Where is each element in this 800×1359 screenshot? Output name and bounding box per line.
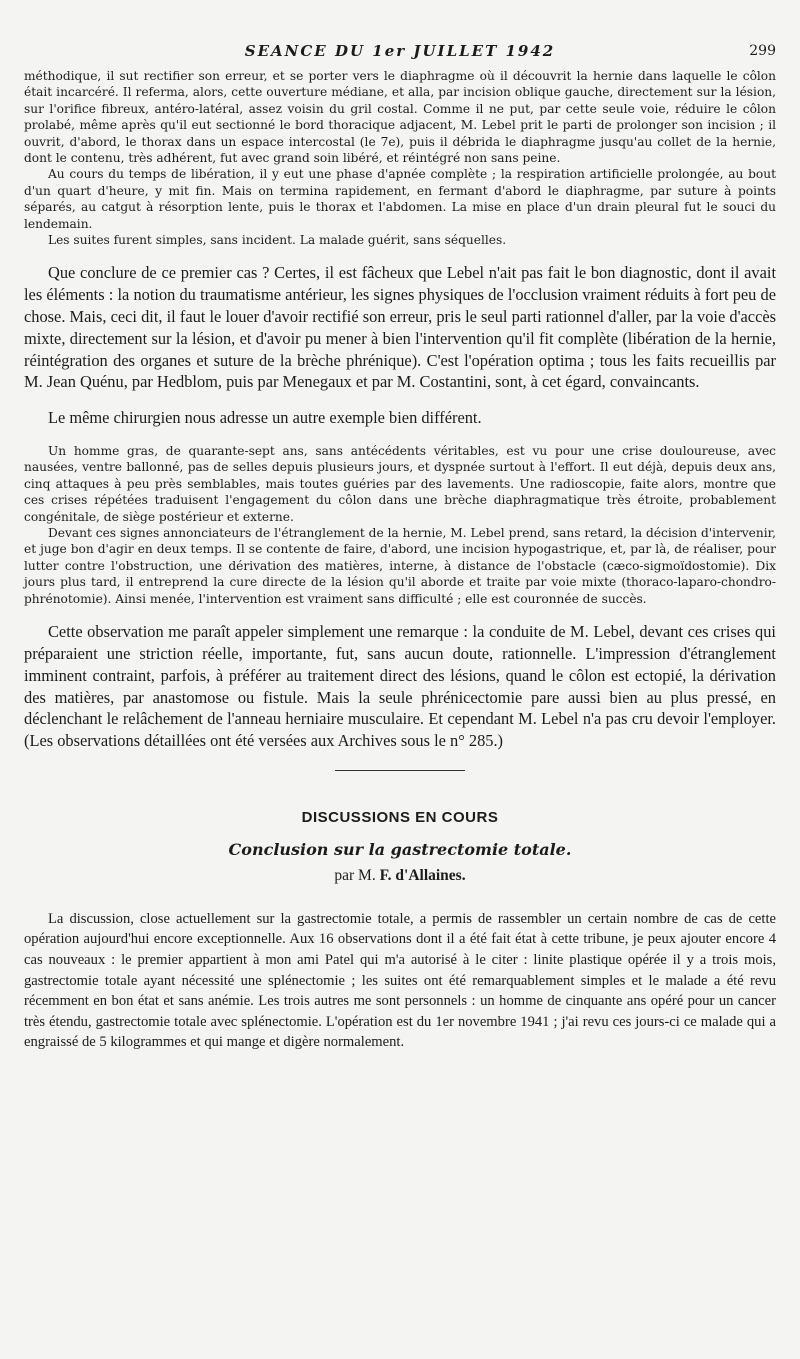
byline bbox=[24, 867, 776, 885]
section-heading: DISCUSSIONS EN COURS bbox=[301, 808, 499, 826]
byline-prefix: par M. bbox=[334, 866, 376, 884]
small-paragraph: Devant ces signes annonciateurs de l'étranglement de la hernie, M. Lebel prend, sans retard, la décision d'intervenir, et juge bon d'agir en deux temps. Il se contente de faire, d'abord, une incision hypogastrique, et, par là, de réaliser, pour lutter contre l'obstruction, une dérivation des matières, interne, à distance de l'obstacle (cæco-sigmoïdostomie). Dix jours plus tard, il entreprend la cure directe de la lésion qu'il aborde et traite par voie mixte (thoraco-laparo-chondro-phrénotomie). Ainsi menée, l'intervention est vraiment sans difficulté ; elle est couronnée de succès. bbox=[24, 526, 776, 606]
body-paragraph: Le même chirurgien nous adresse un autre exemple bien différent. bbox=[48, 408, 482, 428]
article-title: Conclusion sur la gastrectomie totale. bbox=[228, 839, 572, 859]
page bbox=[24, 38, 776, 1053]
small-paragraph: Au cours du temps de libération, il y eut une phase d'apnée complète ; la respiration artificielle prolongée, au bout d'un quart d'heure, y mit fin. Mais on termina rapidement, en fermant d'abord le diaphragme, par suture à points séparés, au catgut à résorption lente, puis le thorax et l'abdomen. La mise en place d'un drain pleural fut le souci du lendemain. bbox=[24, 167, 776, 231]
small-paragraph: Les suites furent simples, sans incident. La malade guérit, sans séquelles. bbox=[48, 233, 507, 248]
body-paragraph: Cette observation me paraît appeler simplement une remarque : la conduite de M. Lebel, devant ces crises qui préparaient une striction réelle, importante, fut, sans aucun doute, rationnelle. L'impression d'étranglement imminent contraint, parfois, à préférer au traitement direct des lésions, quand le côlon est ectopié, la dérivation des matières, par anastomose ou fistule. Mais la seule phrénicectomie pare aussi bien au plus pressé, en déclenchant le relâchement de l'anneau herniaire musculaire. Et cependant M. Lebel n'a pas cru devoir l'employer. (Les observations détaillées ont été versées aux Archives sous le n° 285.) bbox=[24, 622, 776, 751]
small-block-2 bbox=[24, 443, 776, 607]
small-paragraph: Un homme gras, de quarante-sept ans, sans antécédents véritables, est vu pour une crise douloureuse, avec nausées, ventre ballonné, pas de selles depuis plusieurs jours, et dyspnée surtout à l'effort. Il eut déjà, depuis deux ans, cinq attaques à peu près semblables, mais toutes guéries par des lavements. Une radioscopie, faite alors, montre que ces crises répétées traduisent l'engagement du côlon dans une brèche diaphragmatique très étroite, probablement congénitale, de siège postérieur et externe. bbox=[24, 444, 776, 524]
page-header bbox=[24, 38, 776, 68]
section-divider bbox=[335, 770, 465, 771]
small-paragraph: méthodique, il sut rectifier son erreur, et se porter vers le diaphragme où il découvrit la hernie dans laquelle le côlon était incarcéré. Il referma, alors, cette ouverture médiane, et alla, par incision oblique gauche, directement sur la lésion, sur l'orifice fibreux, antéro-latéral, assez voisin du gril costal. Comme il ne put, par cette seule voie, réduire le côlon prolabé, même après qu'il eut sectionné le bord thoracique adjacent, M. Lebel prit le parti de prolonger son incision ; il ouvrit, d'abord, le thorax dans un espace intercostal (le 7e), puis il débrida le diaphragme jusqu'au collet de la hernie, dont le contenu, très adhérent, fut avec grand soin libéré, et réintégré non sans peine. bbox=[24, 69, 776, 166]
page-number: 299 bbox=[749, 43, 776, 59]
small-block-1 bbox=[24, 68, 776, 248]
body-paragraph: La discussion, close actuellement sur la gastrectomie totale, a permis de rassembler un certain nombre de cas de cette opération aujourd'hui encore exceptionnelle. Aux 16 observations dont il a été fait état à cette tribune, je peux ajouter encore 4 cas nouveaux : le premier appartient à mon ami Patel qui m'a autorisé à le citer : linite plastique opérée il y a trois mois, gastrectomie totale ayant nécessité une splénectomie ; les suites ont été remarquablement simples et le malade a été revu récemment en bon état et sans anémie. Les trois autres me sont personnels : un homme de cinquante ans opéré pour un cancer très étendu, gastrectomie totale avec splénectomie. L'opération est du 1er novembre 1941 ; j'ai revu ces jours-ci ce malade qui a engraissé de 5 kilogrammes et qui mange et digère normalement. bbox=[24, 910, 776, 1051]
body-paragraph: Que conclure de ce premier cas ? Certes, il est fâcheux que Lebel n'ait pas fait le bon diagnostic, dont il avait les éléments : la notion du traumatisme antérieur, les signes physiques de l'occlusion vraiment réduits à fort peu de chose. Mais, ceci dit, il faut le louer d'avoir rectifié son erreur, pris le seul parti rationnel d'aller, par la voie d'accès mixte, directement sur la lésion, et d'avoir pu mener à bien l'intervention qu'il fit complète (libération de la hernie, réintégration des organes et suture de la brèche phrénique). C'est l'opération optima ; tous les faits recueillis par M. Jean Quénu, par Hedblom, puis par Menegaux et par M. Costantini, sont, à cet égard, convaincants. bbox=[24, 263, 776, 392]
byline-author: F. d'Allaines. bbox=[379, 866, 466, 884]
running-title: SEANCE DU 1er JUILLET 1942 bbox=[244, 42, 556, 60]
